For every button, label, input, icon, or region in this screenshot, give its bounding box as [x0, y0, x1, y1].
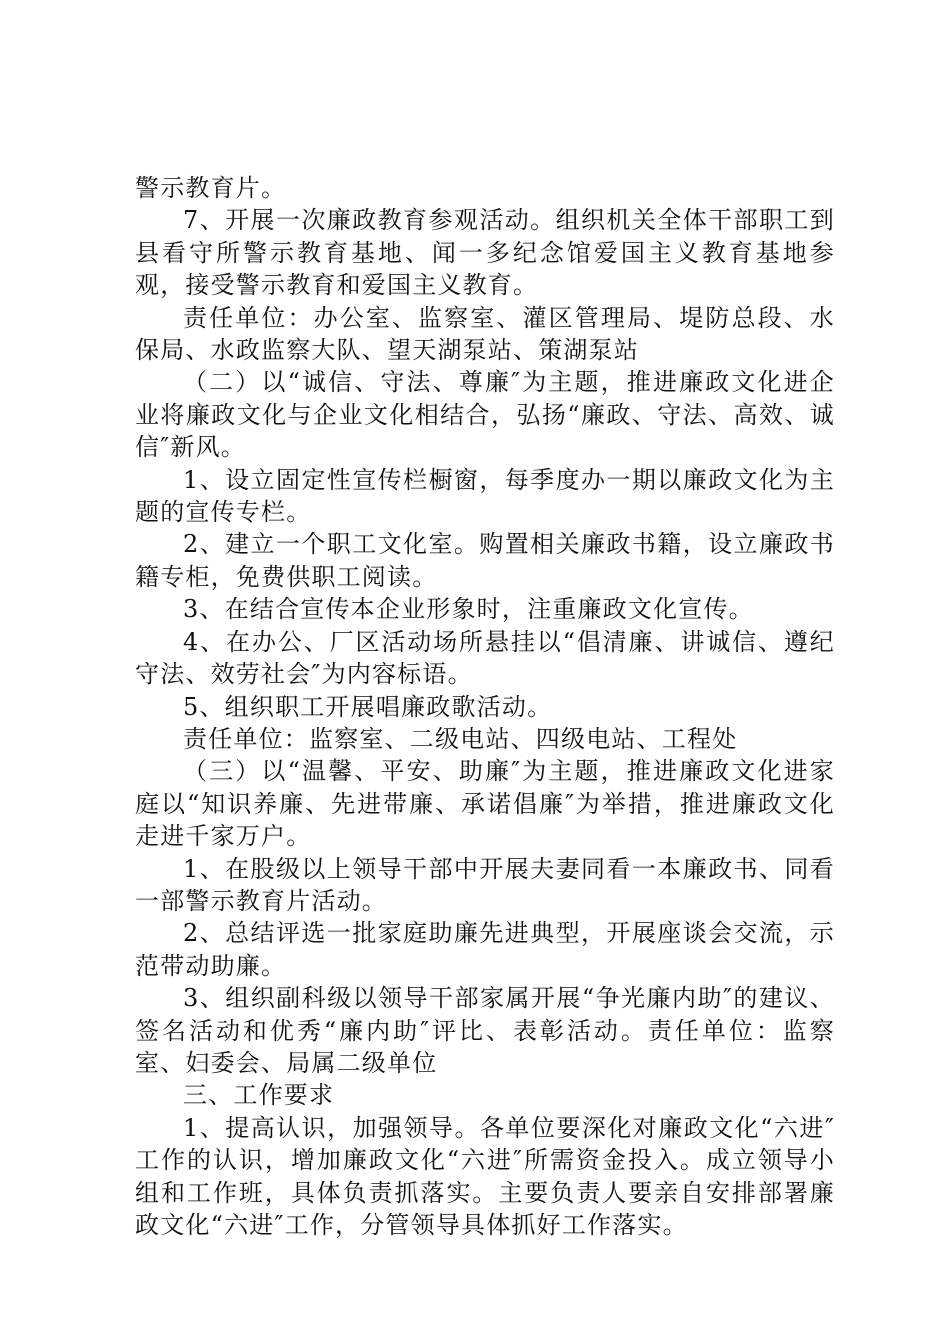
paragraph-4: （二）以“诚信、守法、尊廉″为主题，推进廉政文化进企业将廉政文化与企业文化相结合，弘扬“廉政、守法、高效、诚信″新风。 — [135, 368, 835, 462]
paragraph-3: 责任单位：办公室、监察室、灌区管理局、堤防总段、水保局、水政监察大队、望天湖泵站、策湖泵站 — [135, 303, 835, 365]
paragraph-11: （三）以“温馨、平安、助廉″为主题，推进廉政文化进家庭以“知识养廉、先进带廉、承诺倡廉″为举措，推进廉政文化走进千家万户。 — [135, 757, 835, 851]
paragraph-10: 责任单位：监察室、二级电站、四级电站、工程处 — [183, 724, 738, 753]
paragraph-6: 2、建立一个职工文化室。购置相关廉政书籍，设立廉政书籍专柜，免费供职工阅读。 — [135, 530, 835, 591]
document-body — [135, 172, 835, 1241]
paragraph-16: 1、提高认识，加强领导。各单位要深化对廉政文化“六进″工作的认识，增加廉政文化“六进″所需资金投入。成立领导小组和工作班，具体负责抓落实。主要负责人要亲自安排部署廉政文化“六进″工作，分管领导具体抓好工作落实。 — [135, 1113, 835, 1239]
paragraph-1: 警示教育片。 — [135, 174, 287, 202]
paragraph-14: 3、组织副科级以领导干部家属开展“争光廉内助″的建议、签名活动和优秀“廉内助″评比、表彰活动。责任单位：监察室、妇委会、局属二级单位 — [135, 984, 835, 1077]
section-heading: 三、工作要求 — [183, 1081, 335, 1110]
paragraph-9: 5、组织职工开展唱廉政歌活动。 — [183, 692, 553, 721]
paragraph-2: 7、开展一次廉政教育参观活动。组织机关全体干部职工到县看守所警示教育基地、闻一多纪念馆爱国主义教育基地参观，接受警示教育和爱国主义教育。 — [135, 206, 835, 300]
paragraph-13: 2、总结评选一批家庭助廉先进典型，开展座谈会交流，示范带动助廉。 — [135, 919, 835, 980]
paragraph-5: 1、设立固定性宣传栏橱窗，每季度办一期以廉政文化为主题的宣传专栏。 — [135, 465, 835, 527]
paragraph-7: 3、在结合宣传本企业形象时，注重廉政文化宣传。 — [183, 595, 754, 624]
paragraph-12: 1、在股级以上领导干部中开展夫妻同看一本廉政书、同看一部警示教育片活动。 — [135, 854, 835, 915]
paragraph-8: 4、在办公、厂区活动场所悬挂以“倡清廉、讲诚信、遵纪守法、效劳社会″为内容标语。 — [135, 627, 835, 689]
